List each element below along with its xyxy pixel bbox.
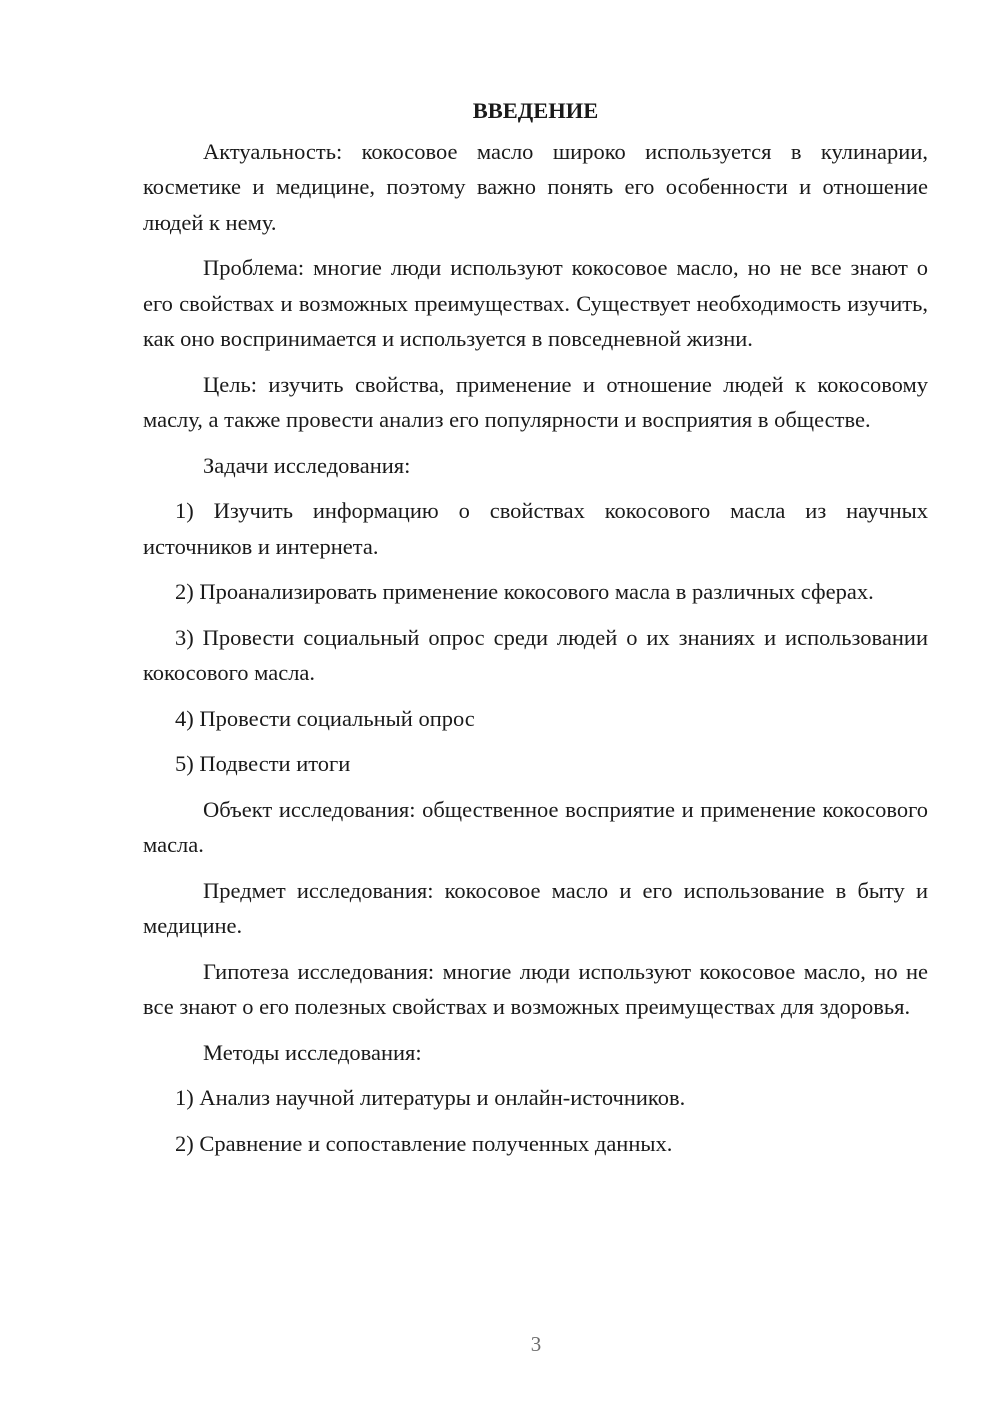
problem-paragraph: Проблема: многие люди используют кокосовое масло, но не все знают о его свойствах и возможных преимуществах. Существует необходимость изучить, как оно воспринимается и используется в повседневной жизни. [143, 255, 928, 351]
page-content [143, 93, 928, 1171]
task-item: 5) Подвести итоги [175, 751, 351, 776]
relevance-paragraph: Актуальность: кокосовое масло широко используется в кулинарии, косметике и медицине, поэтому важно понять его особенности и отношение людей к нему. [143, 138, 928, 235]
task-item: 3) Провести социальный опрос среди людей о их знаниях и использовании кокосового масла. [143, 624, 928, 685]
subject-paragraph: Предмет исследования: кокосовое масло и его использование в быту и медицине. [143, 877, 928, 938]
goal-paragraph: Цель: изучить свойства, применение и отношение людей к кокосовому маслу, а также провести анализ его популярности и восприятия в обществе. [143, 371, 928, 432]
page-number: 3 [530, 1332, 542, 1356]
method-item: 2) Сравнение и сопоставление полученных данных. [175, 1130, 673, 1156]
object-paragraph: Объект исследования: общественное восприятие и применение кокосового масла. [143, 796, 928, 857]
method-item: 1) Анализ научной литературы и онлайн-источников. [175, 1085, 686, 1110]
hypothesis-paragraph: Гипотеза исследования: многие люди используют кокосовое масло, но не все знают о его полезных свойствах и возможных преимуществах для здоровья. [143, 958, 928, 1019]
task-item: 1) Изучить информацию о свойствах кокосового масла из научных источников и интернета. [143, 498, 928, 559]
methods-title: Методы исследования: [203, 1039, 422, 1065]
task-item: 2) Проанализировать применение кокосового масла в различных сферах. [175, 579, 874, 604]
section-heading: ВВЕДЕНИЕ [472, 98, 599, 123]
task-item: 4) Провести социальный опрос [175, 705, 475, 731]
tasks-title: Задачи исследования: [203, 452, 411, 478]
